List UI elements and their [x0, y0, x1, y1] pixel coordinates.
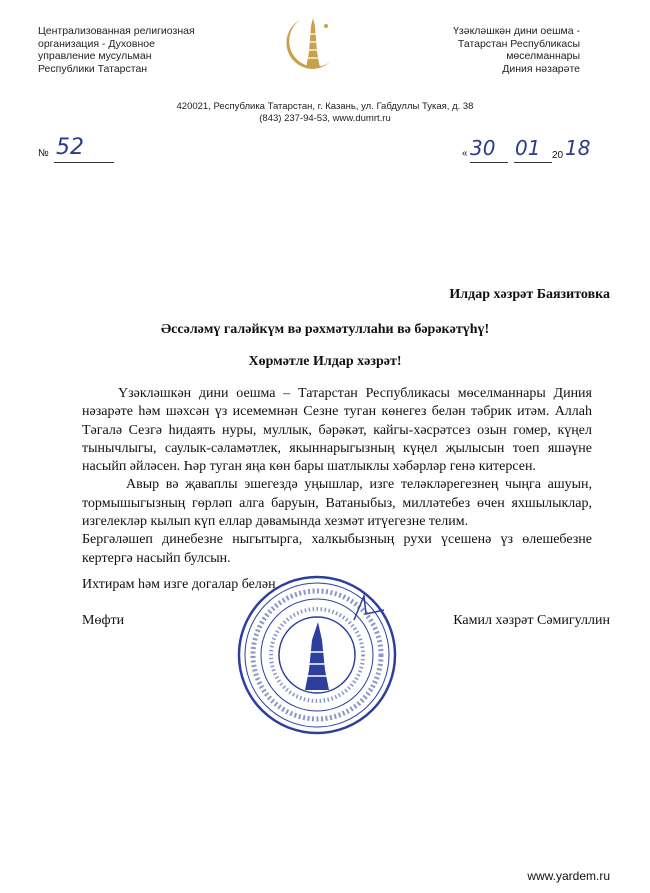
- date-day-underline: [470, 162, 508, 163]
- number-label: №: [38, 148, 49, 159]
- letterhead-right-line: Татарстан Республикасы: [457, 37, 580, 50]
- salutation: Хөрмәтле Илдар хәзрәт!: [248, 354, 402, 369]
- paragraph: Авыр вә җаваплы эшегездә уңышлар, изге теләкләрегезнең чыңга ашуын, тормышыгызның гөрләп алга баруын, Ватаныбыз, милләтебез өчен яхшылыклар, изгелекләр кылып күп еллар дәвамында хезмәт итүегезне телим.: [82, 477, 592, 530]
- letterhead-right-line: мөселманнары: [506, 50, 580, 62]
- letterhead-right: [453, 25, 580, 75]
- letter-body: [82, 385, 592, 568]
- paragraph: Үзәкләшкән дини оешма – Татарстан Республикасы мөселманнары Диния нәзарәте һәм шәхсән үз исемемнән Сезне туган көнегез белән тәбрик итәм. Аллаһ Тәгалә Сезгә һидаять нуры, муллык, бәрәкәт, кайгы-хәсрәтсез озын гомер, күңел тынычлыгы, саулык-сәламәтлек, якыннарыгызның күңел җылысын тоеп яшәүне насыйп әйләсен. Һәр туган яңа көн бары шатлыклы хәбәрләр генә китерсен.: [82, 386, 592, 475]
- date-month: 01: [515, 136, 541, 160]
- letterhead-left: [38, 25, 195, 75]
- recipient: Илдар хәзрәт Баязитовка: [449, 287, 610, 302]
- date-open-quote: «: [462, 148, 468, 159]
- letterhead-right-line: Үзәкләшкән дини оешма -: [453, 25, 580, 37]
- letterhead-right-line: Диния нәзарәте: [502, 62, 580, 75]
- letterhead-left-line: Централизованная религиозная: [38, 25, 195, 37]
- dumrt-logo-icon: [282, 12, 338, 78]
- date-year: 18: [565, 136, 591, 160]
- watermark: www.yardem.ru: [527, 869, 610, 883]
- paragraph: Бергәләшеп динебезне ныгытырга, халкыбызның рухи үсешенә үз өлешебезне кертергә насыйп булсын.: [82, 532, 592, 566]
- contacts-line: (843) 237-94-53, www.dumrt.ru: [259, 113, 391, 124]
- greeting: Әссәләмү галәйкүм вә рәхмәтуллаһи вә бәрәкәтүһү!: [160, 322, 490, 337]
- letterhead-left-line: Республики Татарстан: [38, 62, 148, 75]
- date-month-underline: [514, 162, 552, 163]
- address-line: 420021, Республика Татарстан, г. Казань, ул. Габдуллы Тукая, д. 38: [176, 101, 474, 112]
- signature-mark-icon: [350, 590, 390, 630]
- date-day: 30: [470, 136, 496, 160]
- letterhead-left-line: управление мусульман: [38, 50, 152, 62]
- closing: Ихтирам һәм изге догалар белән: [82, 577, 276, 592]
- date-year-prefix: 20: [552, 150, 564, 161]
- number-underline: [54, 162, 114, 163]
- letterhead-left-line: организация - Духовное: [38, 37, 155, 50]
- signatory: Камил хәзрәт Сәмигуллин: [453, 613, 610, 628]
- position: Мөфти: [82, 613, 125, 628]
- number-handwritten: 52: [56, 135, 84, 160]
